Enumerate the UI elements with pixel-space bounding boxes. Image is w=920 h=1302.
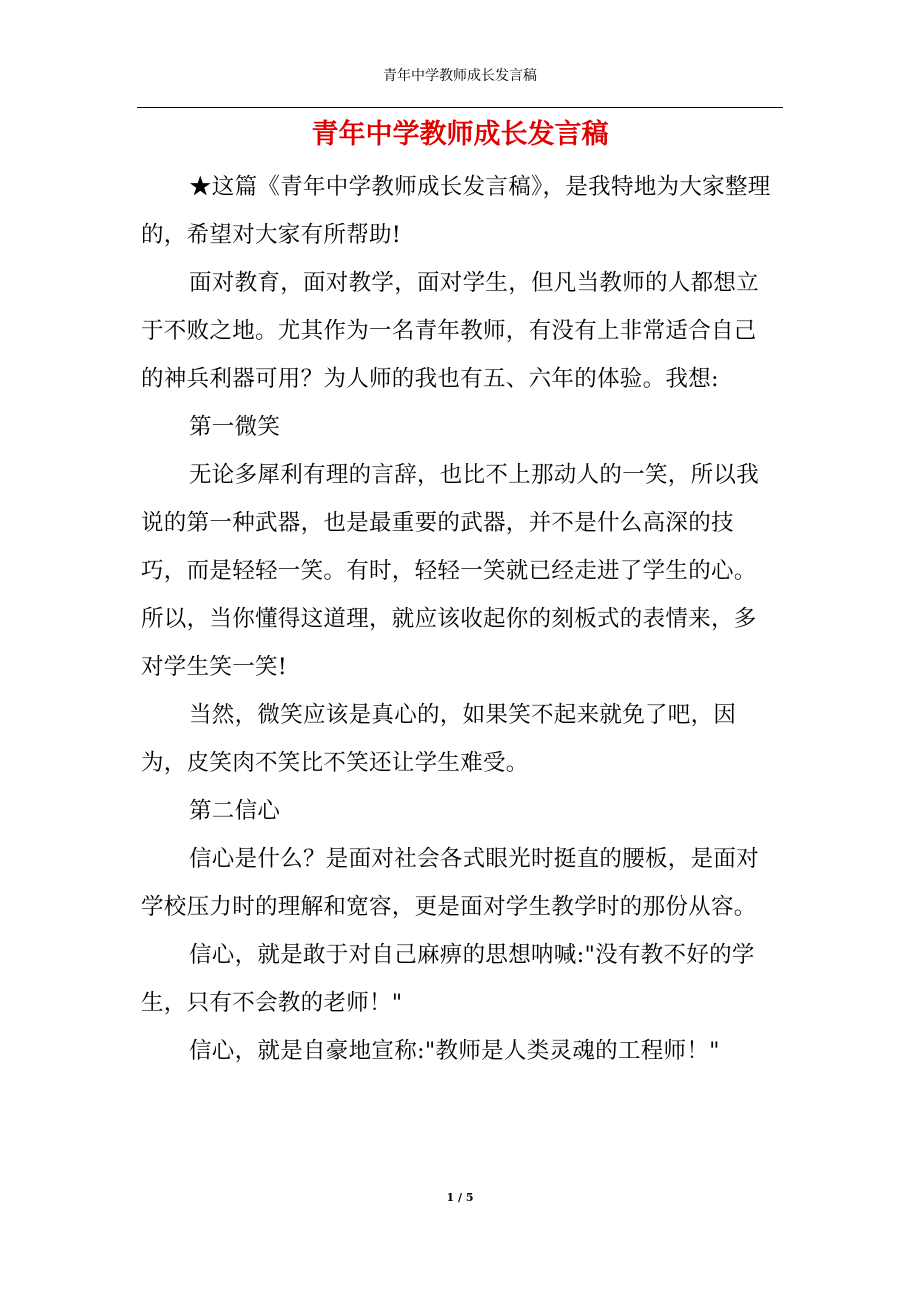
running-header: 青年中学教师成长发言稿 — [383, 68, 537, 84]
section-heading-confidence: 第二信心 — [189, 798, 281, 824]
body-paragraph: 当然，微笑应该是真心的，如果笑不起来就免了吧，因为，皮笑肉不笑比不笑还让学生难受。 — [141, 702, 737, 776]
body-paragraph: 信心，就是自豪地宣称:"教师是人类灵魂的工程师！" — [189, 1038, 720, 1064]
body-paragraph: 无论多犀利有理的言辞，也比不上那动人的一笑，所以我说的第一种武器，也是最重要的武器，并不是什么高深的技巧，而是轻轻一笑。有时，轻轻一笑就已经走进了学生的心。所以，当你懂得这道理，就应该收起你的刻板式的表情来，多对学生笑一笑! — [141, 462, 760, 680]
body-paragraph: 面对教育，面对教学，面对学生，但凡当教师的人都想立于不败之地。尤其作为一名青年教师，有没有上非常适合自己的神兵利器可用？为人师的我也有五、六年的体验。我想: — [141, 270, 760, 392]
header-divider — [137, 107, 783, 108]
body-paragraph: 信心是什么？是面对社会各式眼光时挺直的腰板，是面对学校压力时的理解和宽容，更是面对学生教学时的那份从容。 — [141, 846, 760, 920]
document-title: 青年中学教师成长发言稿 — [311, 119, 609, 150]
intro-paragraph: ★这篇《青年中学教师成长发言稿》，是我特地为大家整理的，希望对大家有所帮助! — [141, 174, 771, 248]
document-body — [141, 163, 771, 1075]
body-paragraph: 信心，就是敢于对自己麻痹的思想呐喊:"没有教不好的学生，只有不会教的老师！" — [141, 942, 755, 1016]
section-heading-smile: 第一微笑 — [189, 414, 281, 440]
page-indicator: 1 / 5 — [446, 1191, 474, 1204]
